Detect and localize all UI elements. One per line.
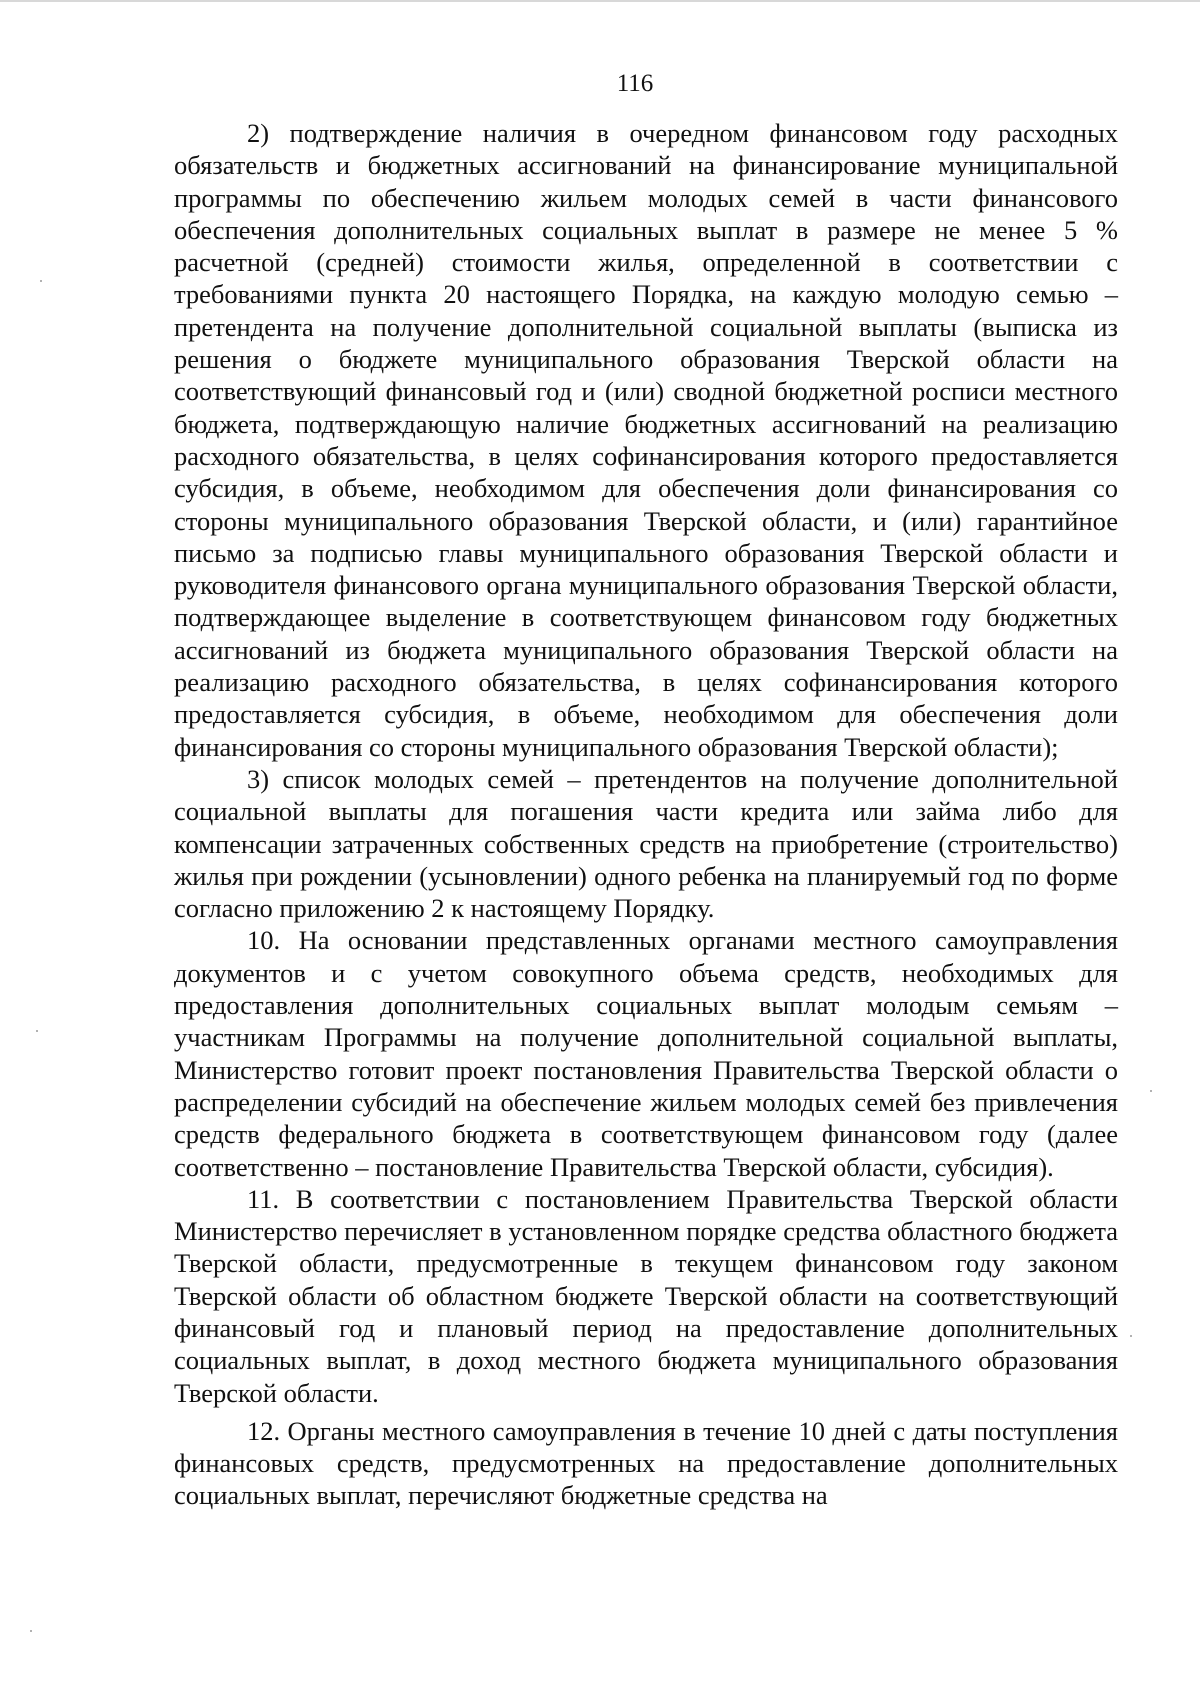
paragraph-clause-12: 12. Органы местного самоуправления в течение 10 дней с даты поступления финансовых средств, предусмотренных на предоставление дополнительных социальных выплат, перечисляют бюджетные средства на: [174, 1415, 1118, 1511]
document-body: [174, 117, 1118, 1512]
scan-speck: [30, 1630, 32, 1632]
scan-top-edge: [0, 0, 1200, 2]
paragraph-clause-11: 11. В соответствии с постановлением Правительства Тверской области Министерство перечисляет в установленном порядке средства областного бюджета Тверской области, предусмотренные в текущем финансовом году законом Тверской области об областном бюджете Тверской области на соответствующий финансовый год и плановый период на предоставление дополнительных социальных выплат, в доход местного бюджета муниципального образования Тверской области.: [174, 1183, 1118, 1408]
scan-speck: [1130, 1335, 1132, 1337]
scan-speck: [40, 280, 42, 282]
paragraph-item-3: 3) список молодых семей – претендентов на получение дополнительной социальной выплаты для погашения части кредита или займа либо для компенсации затраченных собственных средств на приобретение (строительство) жилья при рождении (усыновлении) одного ребенка на планируемый год по форме согласно приложению 2 к настоящему Порядку.: [174, 763, 1118, 924]
paragraph-item-2: 2) подтверждение наличия в очередном финансовом году расходных обязательств и бюджетных ассигнований на финансирование муниципальной программы по обеспечению жильем молодых семей в части финансового обеспечения дополнительных социальных выплат в размере не менее 5 % расчетной (средней) стоимости жилья, определенной в соответствии с требованиями пункта 20 настоящего Порядка, на каждую молодую семью – претендента на получение дополнительной социальной выплаты (выписка из решения о бюджете муниципального образования Тверской области на соответствующий финансовый год и (или) сводной бюджетной росписи местного бюджета, подтверждающую наличие бюджетных ассигнований на реализацию расходного обязательства, в целях софинансирования которого предоставляется субсидия, в объеме, необходимом для обеспечения доли финансирования со стороны муниципального образования Тверской области, и (или) гарантийное письмо за подписью главы муниципального образования Тверской области и руководителя финансового органа муниципального образования Тверской области, подтверждающее выделение в соответствующем финансовом году бюджетных ассигнований из бюджета муниципального образования Тверской области на реализацию расходного обязательства, в целях софинансирования которого предоставляется субсидия, в объеме, необходимом для обеспечения доли финансирования со стороны муниципального образования Тверской области);: [174, 118, 1118, 762]
scan-speck: [1150, 1090, 1152, 1092]
page-number: 116: [616, 70, 654, 97]
paragraph-clause-10: 10. На основании представленных органами местного самоуправления документов и с учетом совокупного объема средств, необходимых для предоставления дополнительных социальных выплат молодым семьям – участникам Программы на получение дополнительной социальной выплаты, Министерство готовит проект постановления Правительства Тверской области о распределении субсидий на обеспечение жильем молодых семей без привлечения средств федерального бюджета в соответствующем финансовом году (далее соответственно – постановление Правительства Тверской области, субсидия).: [174, 925, 1118, 1182]
scan-speck: [36, 1030, 38, 1032]
